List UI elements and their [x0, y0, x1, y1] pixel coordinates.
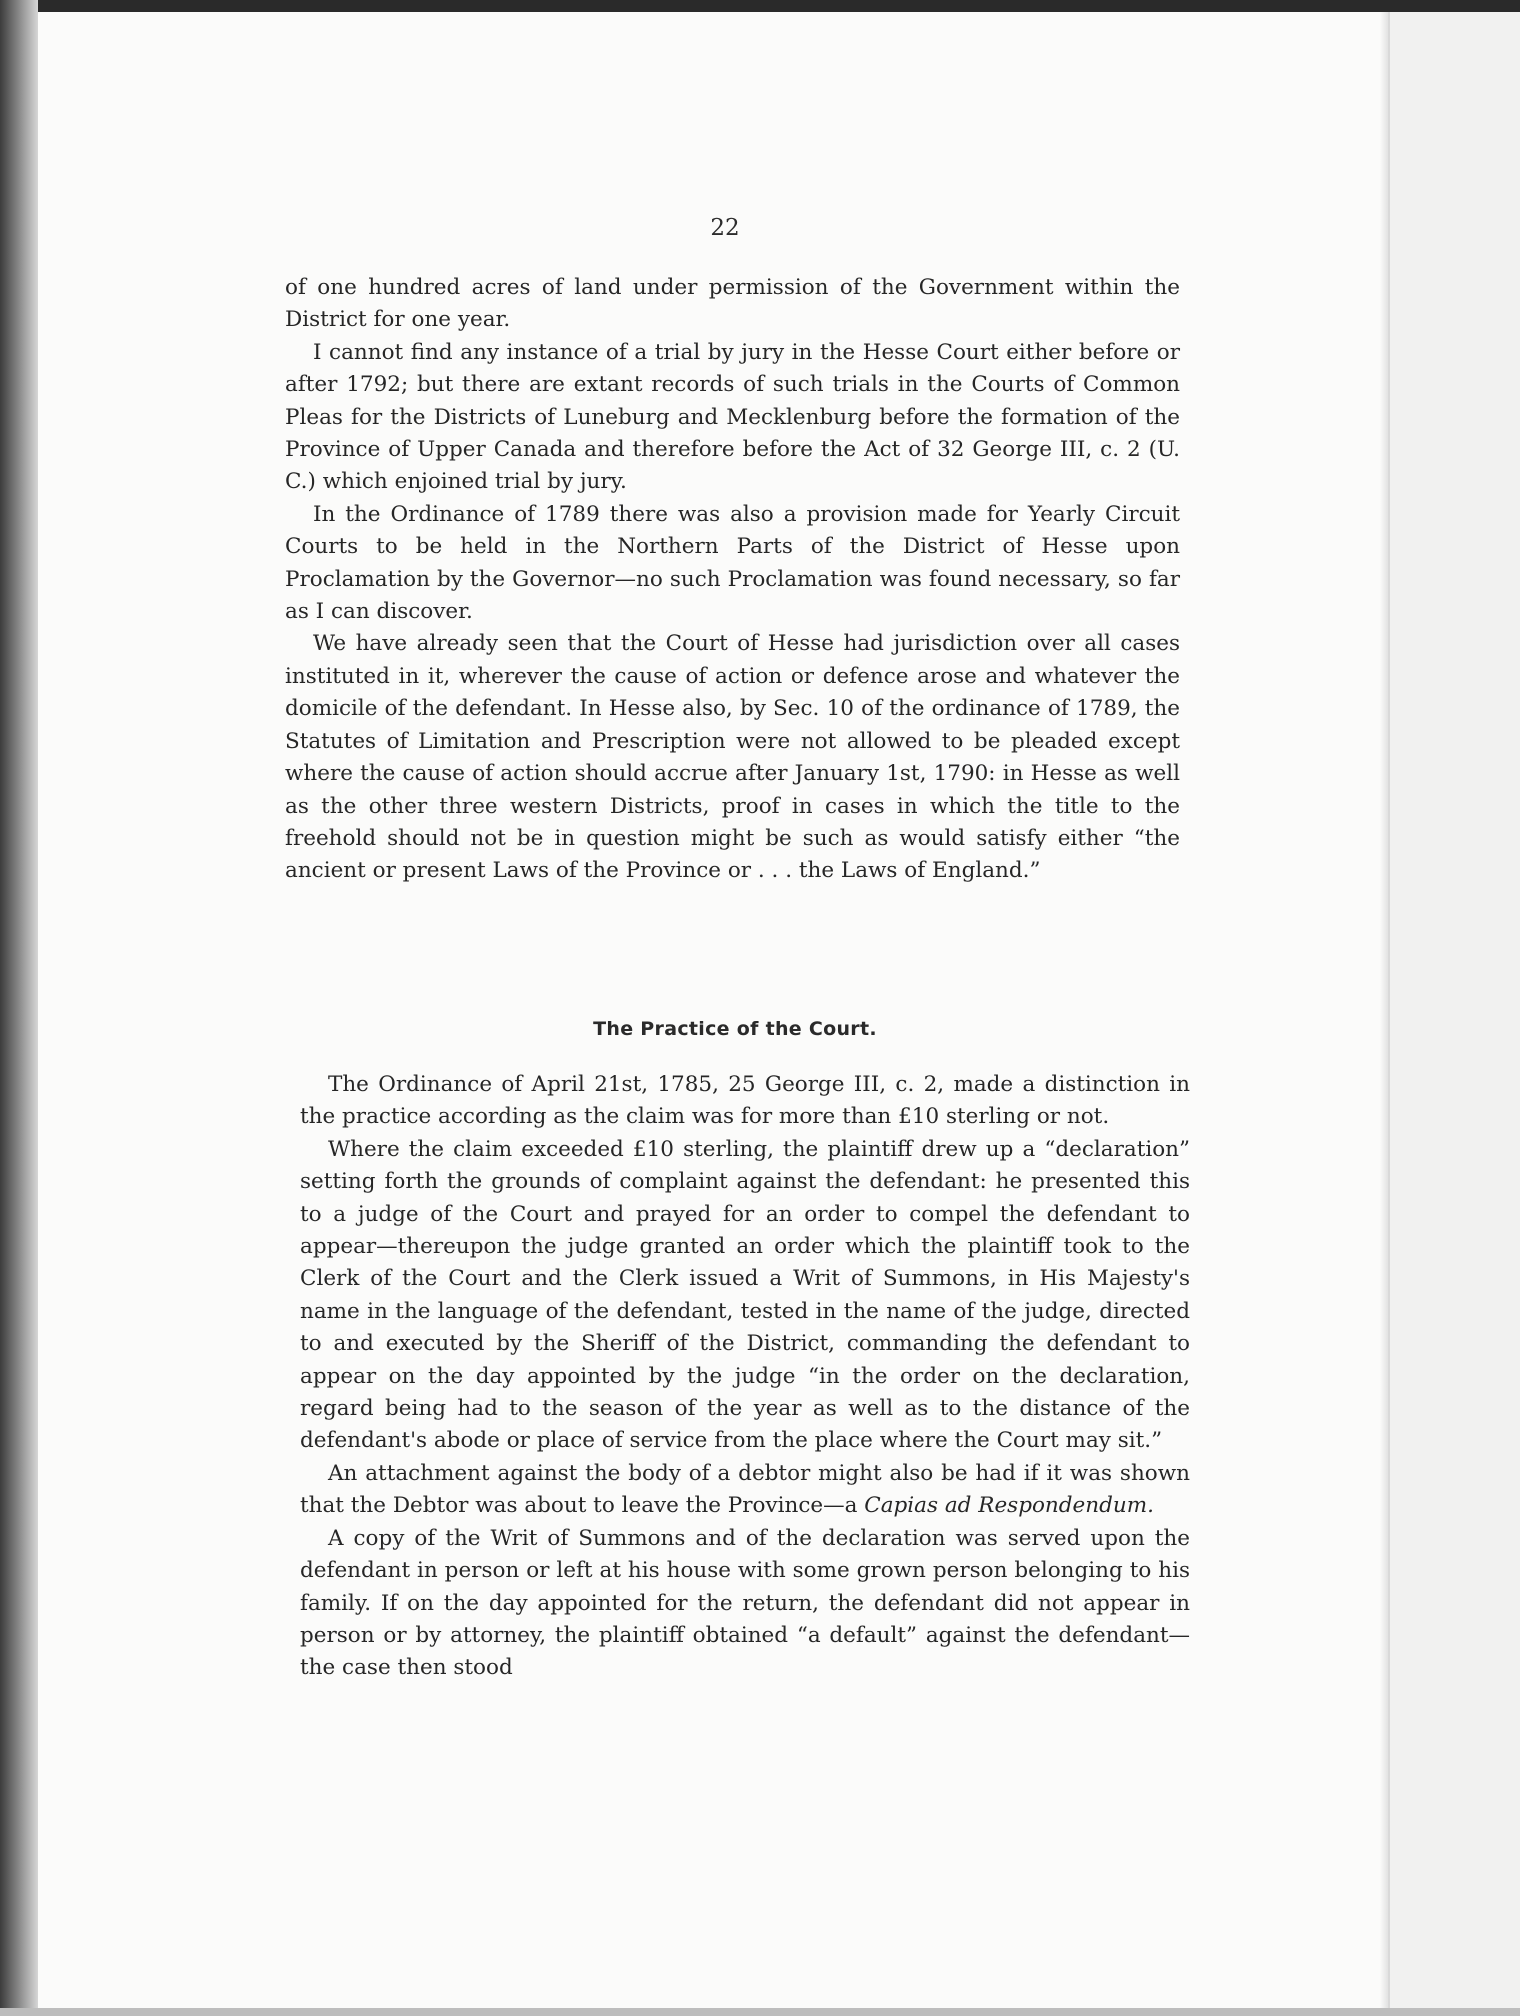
scan-bottom-edge	[0, 2008, 1520, 2016]
adjacent-page-edge	[1388, 12, 1520, 2008]
paragraph: Where the claim exceeded £10 sterling, the plaintiff drew up a “declaration” setting forth the grounds of complaint against the defendant: he presented this to a judge of the Court and prayed for an order to compel the defendant to appear—thereupon the judge granted an order which the plaintiff took to the Clerk of the Court and the Clerk issued a Writ of Summons, in His Majesty's name in the language of the defendant, tested in the name of the judge, directed to and executed by the Sheriff of the District, commanding the defendant to appear on the day appointed by the judge “in the order on the declaration, regard being had to the season of the year as well as to the distance of the defendant's abode or place of service from the place where the Court may sit.”	[300, 1136, 1190, 1454]
paragraph: In the Ordinance of 1789 there was also a provision made for Yearly Circuit Courts to be held in the Northern Parts of the District of Hesse upon Proclamation by the Governor—no such Proclamation was found necessary, so far as I can discover.	[285, 501, 1180, 625]
body-text-section-2	[300, 1069, 1190, 1685]
paragraph-attachment	[300, 1458, 1190, 1523]
scan-top-edge	[0, 0, 1520, 12]
paragraph: We have already seen that the Court of Hesse had jurisdiction over all cases instituted in it, wherever the cause of action or defence arose and whatever the domicile of the defendant. In Hesse also, by Sec. 10 of the ordinance of 1789, the Statutes of Limitation and Prescription were not allowed to be pleaded except where the cause of action should accrue after January 1st, 1790: in Hesse as well as the other three western Districts, proof in cases in which the title to the freehold should not be in question might be such as would satisfy either “the ancient or present Laws of the Province or . . . the Laws of England.”	[285, 631, 1180, 884]
section-heading: The Practice of the Court.	[593, 1018, 877, 1040]
italic-term: Capias ad Respondendum.	[864, 1493, 1154, 1519]
paragraph: I cannot find any instance of a trial by jury in the Hesse Court either before or after 1792; but there are extant records of such trials in the Courts of Common Pleas for the Districts of Luneburg and Mecklenburg before the formation of the Province of Upper Canada and therefore before the Act of 32 George III, c. 2 (U. C.) which enjoined trial by jury.	[285, 339, 1180, 495]
paragraph: of one hundred acres of land under permission of the Government within the District for one year.	[285, 275, 1180, 333]
page-number: 22	[710, 215, 740, 241]
paragraph: The Ordinance of April 21st, 1785, 25 George III, c. 2, made a distinction in the practice according as the claim was for more than £10 sterling or not.	[300, 1072, 1190, 1130]
page-gutter-shadow	[1380, 12, 1388, 2008]
paragraph-text: An attachment against the body of a debtor might also be had if it was shown that the Debtor was about to leave the Province—a	[300, 1460, 1190, 1519]
scan-left-edge	[0, 0, 38, 2016]
body-text-section-1	[285, 272, 1180, 888]
paragraph: A copy of the Writ of Summons and of the declaration was served upon the defendant in person or left at his house with some grown person belonging to his family. If on the day appointed for the return, the defendant did not appear in person or by attorney, the plaintiff obtained “a default” against the defendant—the case then stood	[300, 1525, 1190, 1681]
